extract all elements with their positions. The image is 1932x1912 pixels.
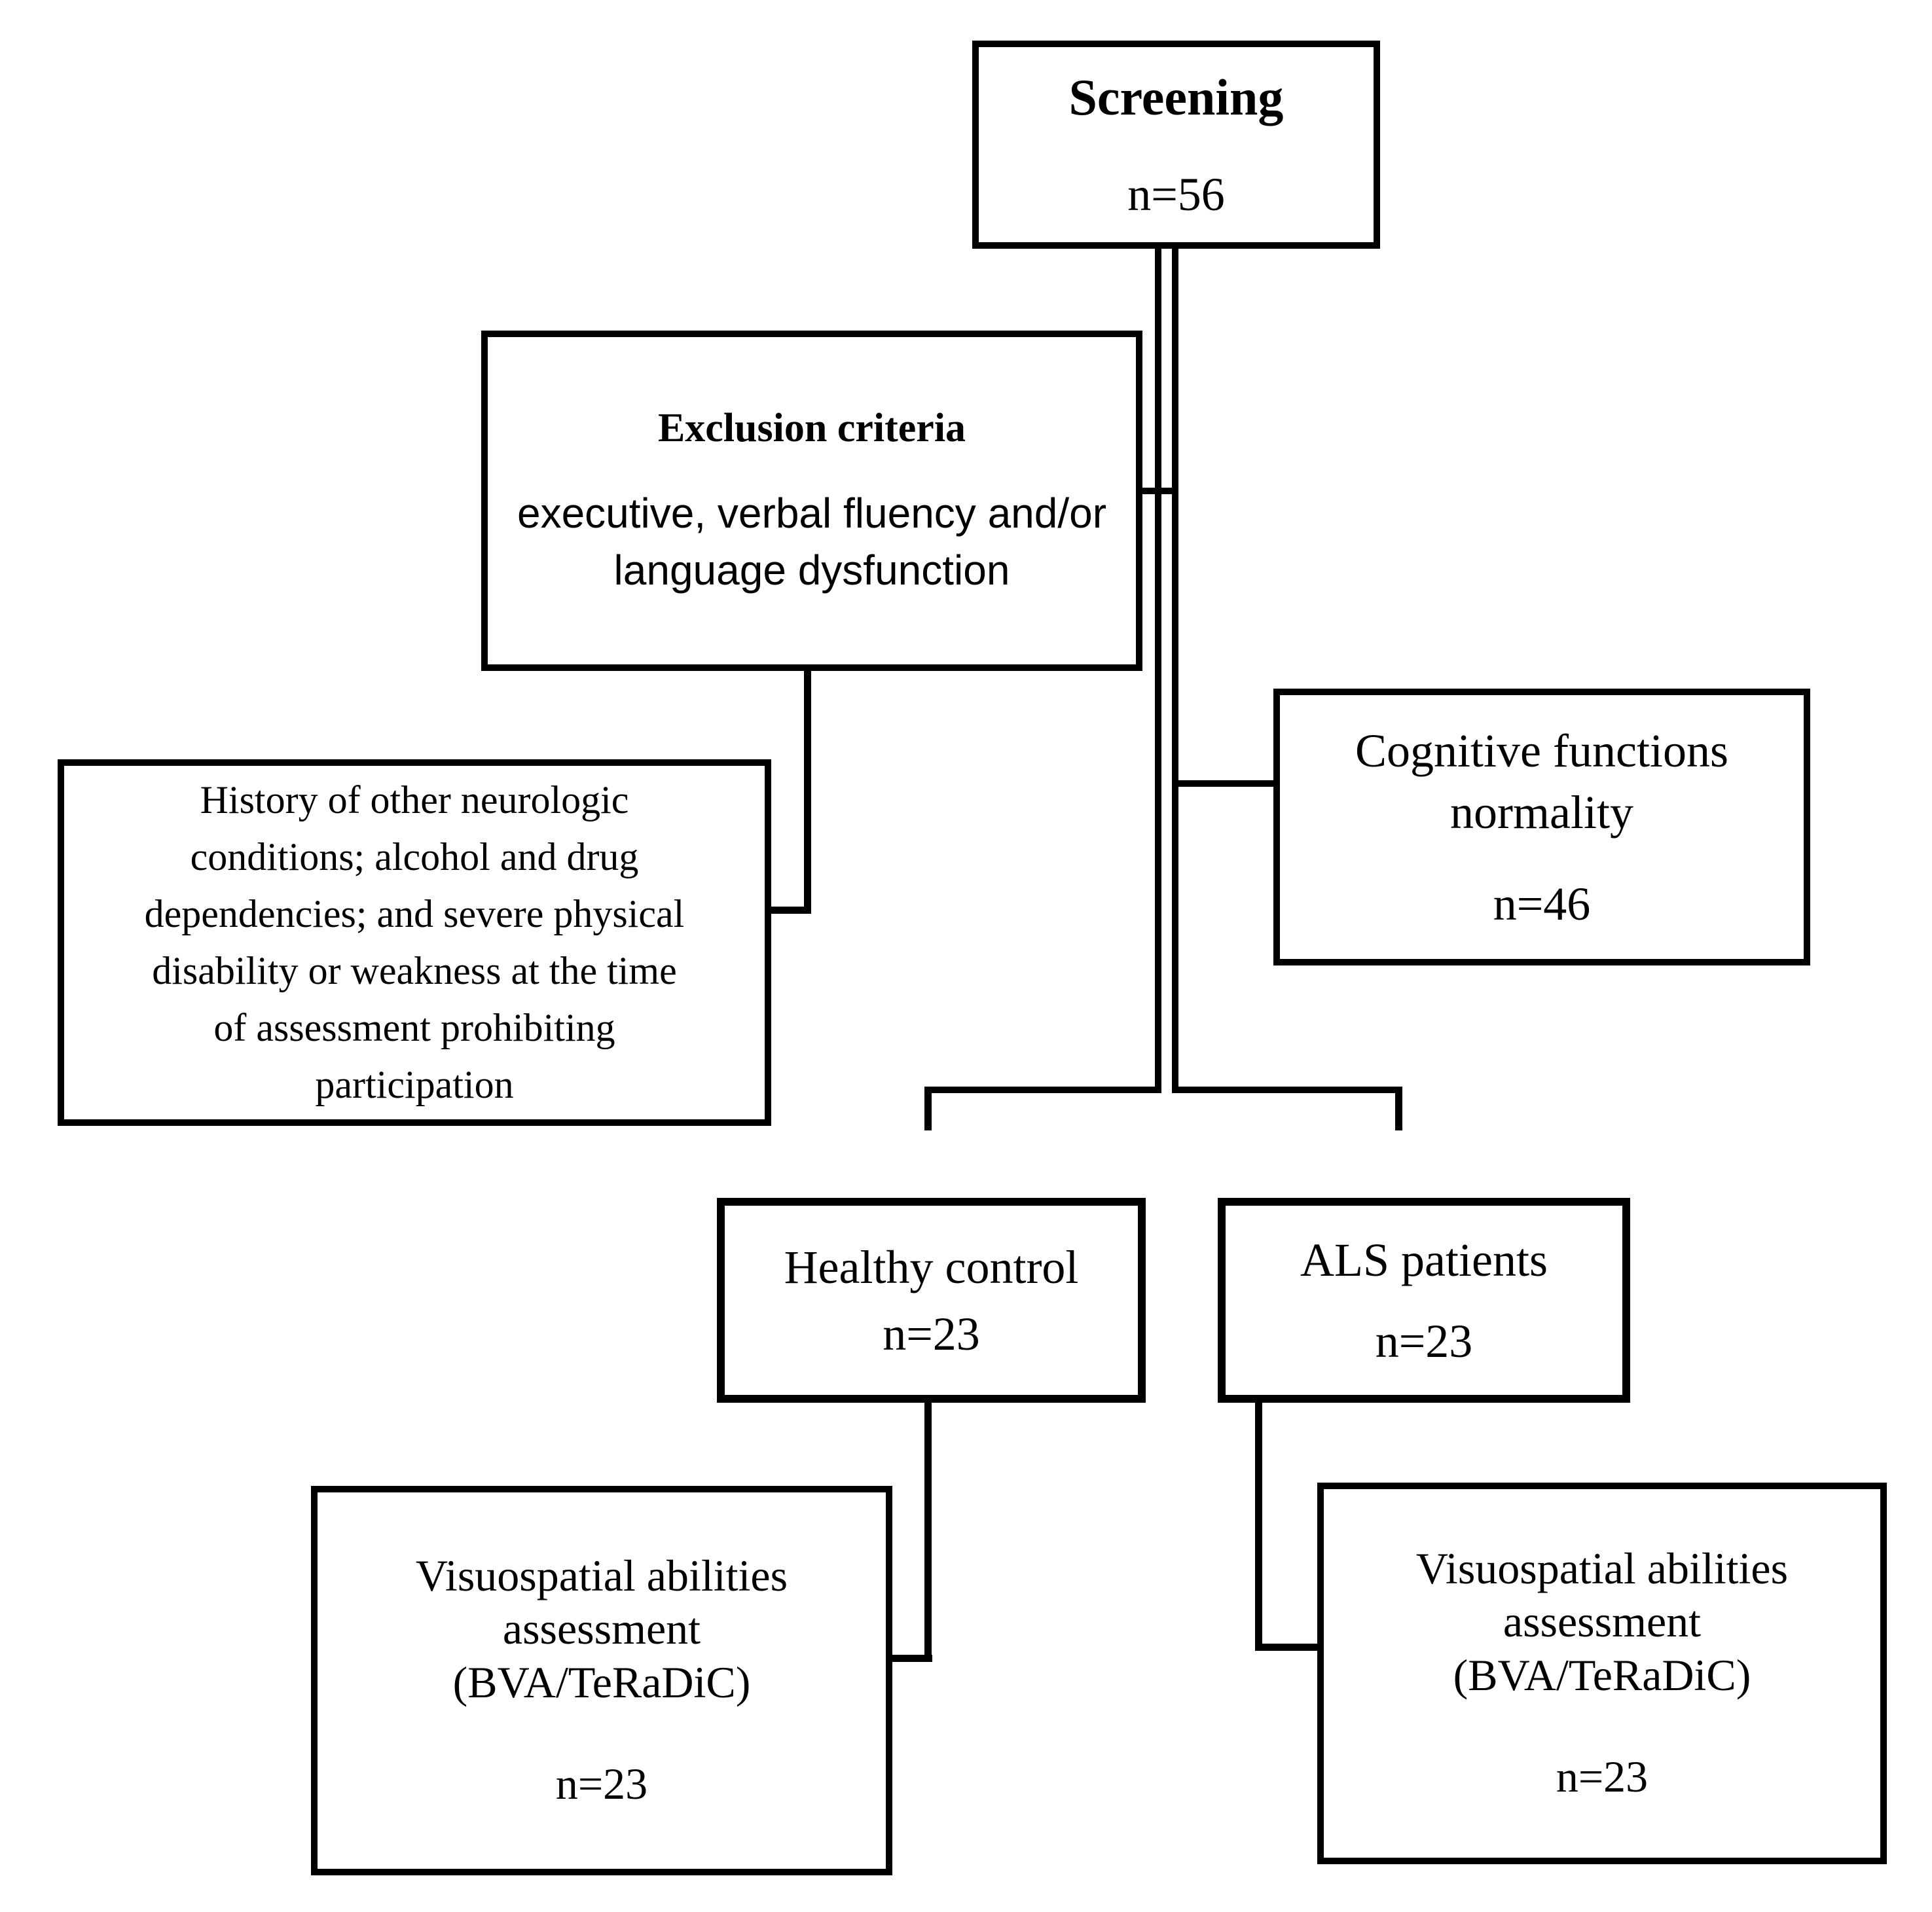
visuospatial-assessment-healthy-count: n=23	[555, 1759, 648, 1809]
connector-screening-double-line-right	[1172, 249, 1178, 1093]
cognitive-normality-title: Cognitive functions normality	[1355, 724, 1728, 839]
screening-title: Screening	[1068, 68, 1284, 126]
connector-healthy-drop-vertical	[924, 1403, 932, 1662]
connector-exclusion-branch	[1142, 488, 1178, 494]
cognitive-normality-box	[1273, 689, 1810, 965]
exclusion-criteria-box	[481, 331, 1142, 671]
exclusion-criteria-text: executive, verbal fluency and/or language dysfunction	[517, 490, 1107, 594]
cognitive-normality-count: n=46	[1493, 878, 1591, 931]
history-exclusions-box	[58, 759, 771, 1126]
healthy-control-title: Healthy control	[784, 1240, 1079, 1293]
connector-split-bar-right	[1172, 1087, 1402, 1093]
history-exclusions-text: History of other neurologic conditions; alcohol and drug dependencies; and severe physical disability or weakness at the time of assessment prohibiting participation	[144, 778, 685, 1106]
healthy-control-box	[717, 1198, 1146, 1403]
connector-split-stub-als	[1395, 1093, 1402, 1130]
als-patients-count: n=23	[1375, 1314, 1473, 1367]
screening-box	[972, 41, 1380, 249]
visuospatial-assessment-healthy-box	[311, 1486, 892, 1875]
als-patients-box	[1218, 1198, 1630, 1403]
als-patients-title: ALS patients	[1300, 1233, 1548, 1286]
visuospatial-assessment-als-text: Visuospatial abilities assessment (BVA/TeRaDiC)	[1415, 1543, 1789, 1700]
connector-healthy-elbow-horizontal	[892, 1655, 932, 1662]
connector-screening-double-line-left	[1155, 249, 1161, 1093]
exclusion-criteria-title: Exclusion criteria	[657, 405, 966, 450]
connector-history-elbow-vertical	[804, 671, 811, 913]
connector-history-elbow-horizontal	[771, 907, 811, 914]
screening-count: n=56	[1127, 168, 1225, 221]
connector-als-elbow-horizontal	[1255, 1644, 1317, 1651]
connector-split-bar-left	[924, 1087, 1161, 1093]
connector-cognitive-branch	[1178, 780, 1273, 787]
visuospatial-assessment-als-count: n=23	[1556, 1752, 1649, 1802]
healthy-control-count: n=23	[883, 1307, 980, 1360]
visuospatial-assessment-als-box	[1317, 1483, 1887, 1864]
visuospatial-assessment-healthy-text: Visuospatial abilities assessment (BVA/TeRaDiC)	[415, 1550, 788, 1707]
connector-split-stub-healthy	[924, 1093, 932, 1130]
connector-als-drop-vertical	[1255, 1403, 1262, 1651]
